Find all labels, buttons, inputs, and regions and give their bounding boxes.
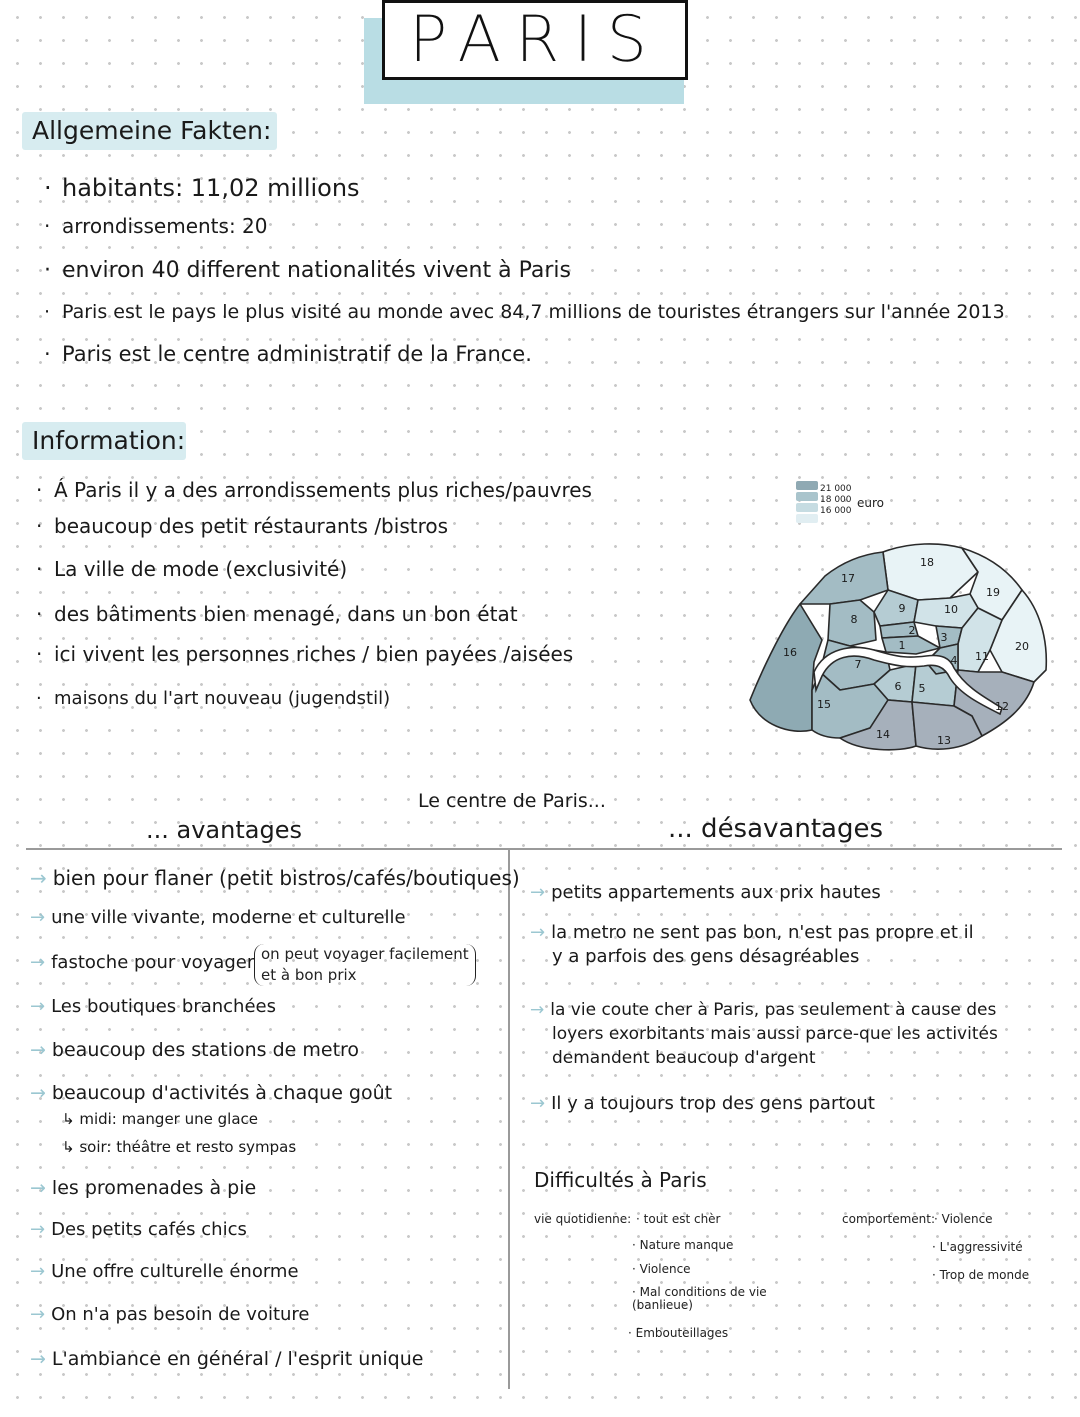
information-item: · maisons du l'art nouveau (jugendstil): [36, 688, 391, 709]
centre-title: Le centre de Paris...: [418, 790, 606, 812]
legend-values: [820, 484, 852, 517]
arrow-icon: →: [30, 1177, 46, 1199]
page-title: PARIS: [408, 3, 662, 77]
legend-value: 16 000: [820, 506, 852, 516]
arrondissement-18: [883, 544, 978, 600]
desavantage-item: → petits appartements aux prix hautes: [530, 882, 881, 903]
map-label: 10: [944, 603, 958, 616]
arrow-icon: →: [30, 866, 47, 890]
arrow-icon: →: [530, 882, 546, 903]
arrondissements-map: [740, 540, 1060, 760]
avantages-heading: ... avantages: [146, 816, 302, 844]
voyager-note: on peut voyager facilement et à bon prix: [254, 944, 476, 986]
arrondissement-1: [882, 636, 940, 654]
activites-sub: ↳ midi: manger une glace: [62, 1110, 258, 1128]
vie-item: · tout est chèr: [636, 1212, 721, 1226]
legend-swatch: [796, 514, 818, 523]
map-label: 4: [950, 654, 958, 667]
vie-item: · Violence: [632, 1262, 691, 1276]
vie-item: · Embouteillages: [628, 1326, 729, 1340]
legend-swatch: [796, 492, 818, 501]
desavantage-item-cont: y a parfois des gens désagréables: [552, 946, 860, 967]
comportement-label: comportement:: [842, 1212, 936, 1226]
difficultes-heading: Difficultés à Paris: [534, 1168, 707, 1192]
desavantage-item: → la vie coute cher à Paris, pas seulement à cause des: [530, 1000, 997, 1020]
map-label: 3: [940, 631, 948, 644]
arrow-icon: →: [30, 1304, 46, 1325]
comportement-item: · Trop de monde: [932, 1268, 1030, 1282]
legend-unit: euro: [857, 496, 884, 510]
facts-item: · environ 40 different nationalités vivent à Paris: [44, 258, 571, 283]
avantage-item: → On n'a pas besoin de voiture: [30, 1304, 310, 1325]
map-label: 16: [783, 646, 797, 659]
map-label: 5: [918, 682, 926, 695]
map-legend: [796, 481, 818, 523]
arrow-icon: →: [30, 1219, 46, 1240]
vie-item: · Mal conditions de vie (banlieue): [632, 1285, 767, 1312]
avantage-item: → Des petits cafés chics: [30, 1219, 247, 1240]
map-label: 13: [937, 734, 951, 747]
map-label: 18: [920, 556, 934, 569]
desavantage-item-cont: loyers exorbitants mais aussi parce-que les activités: [552, 1024, 998, 1044]
avantage-item: → les promenades à pie: [30, 1177, 257, 1199]
arrow-icon: →: [30, 996, 46, 1017]
map-label: 11: [975, 650, 989, 663]
vie-label: vie quotidienne:: [534, 1212, 632, 1226]
desavantages-heading: ... désavantages: [668, 814, 884, 844]
arrow-icon: →: [30, 907, 46, 928]
avantage-item: → Les boutiques branchées: [30, 996, 276, 1017]
comportement-item: · L'aggressivité: [932, 1240, 1023, 1254]
desavantage-item: → la metro ne sent pas bon, n'est pas propre et il: [530, 922, 974, 943]
facts-item: · arrondissements: 20: [44, 214, 268, 238]
facts-item: · Paris est le centre administratif de la France.: [44, 342, 532, 366]
information-item: · La ville de mode (exclusivité): [36, 557, 348, 581]
avantage-item: → L'ambiance en général / l'esprit unique: [30, 1348, 424, 1370]
avantage-item: → une ville vivante, moderne et culturelle: [30, 907, 406, 928]
arrow-icon: →: [30, 1261, 46, 1282]
vie-item: · Nature manque: [632, 1238, 734, 1252]
comportement-item: · Violence: [934, 1212, 993, 1226]
map-label: 19: [986, 586, 1000, 599]
legend-value: 18 000: [820, 495, 852, 505]
avantage-item: → fastoche pour voyager: [30, 952, 255, 973]
map-label: 2: [908, 624, 916, 637]
arrow-icon: →: [530, 922, 546, 943]
map-label: 14: [876, 728, 890, 741]
map-label: 15: [817, 698, 831, 711]
table-vertical-divider: [508, 849, 510, 1389]
arrow-icon: →: [30, 1348, 46, 1370]
facts-item: · habitants: 11,02 millions: [44, 174, 360, 202]
arrow-icon: →: [30, 952, 46, 973]
information-item: · Á Paris il y a des arrondissements plus riches/pauvres: [36, 478, 592, 502]
facts-heading: Allgemeine Fakten:: [32, 116, 272, 145]
information-heading: Information:: [32, 426, 186, 455]
map-label: 7: [854, 658, 862, 671]
activites-sub: ↳ soir: théâtre et resto sympas: [62, 1138, 297, 1156]
desavantage-item: → Il y a toujours trop des gens partout: [530, 1093, 875, 1114]
map-label: 6: [894, 680, 902, 693]
legend-swatch: [796, 481, 818, 490]
information-item: · ici vivent les personnes riches / bien payées /aisées: [36, 642, 574, 666]
legend-value: 21 000: [820, 484, 852, 494]
arrow-icon: →: [30, 1082, 46, 1104]
map-label: 1: [898, 639, 906, 652]
avantage-item: → beaucoup d'activités à chaque goût: [30, 1082, 393, 1104]
arrow-icon: →: [30, 1039, 46, 1061]
table-horizontal-divider: [26, 848, 1062, 850]
facts-item: · Paris est le pays le plus visité au monde avec 84,7 millions de touristes étrangers sur l'année 2013: [44, 301, 1005, 323]
map-label: 9: [898, 602, 906, 615]
desavantage-item-cont: demandent beaucoup d'argent: [552, 1048, 816, 1068]
legend-swatch: [796, 503, 818, 512]
map-label: 17: [841, 572, 855, 585]
map-label: 20: [1015, 640, 1029, 653]
information-item: · des bâtiments bien menagé, dans un bon état: [36, 602, 518, 626]
title-box: [382, 0, 688, 80]
avantage-item: → beaucoup des stations de metro: [30, 1039, 360, 1061]
avantage-item: → Une offre culturelle énorme: [30, 1261, 299, 1282]
map-label: 12: [995, 700, 1009, 713]
avantage-item: → bien pour flaner (petit bistros/cafés/boutiques): [30, 866, 520, 890]
map-label: 8: [850, 613, 858, 626]
arrow-icon: →: [530, 1000, 545, 1020]
information-item: · beaucoup des petit réstaurants /bistros: [36, 514, 449, 538]
arrow-icon: →: [530, 1093, 546, 1114]
